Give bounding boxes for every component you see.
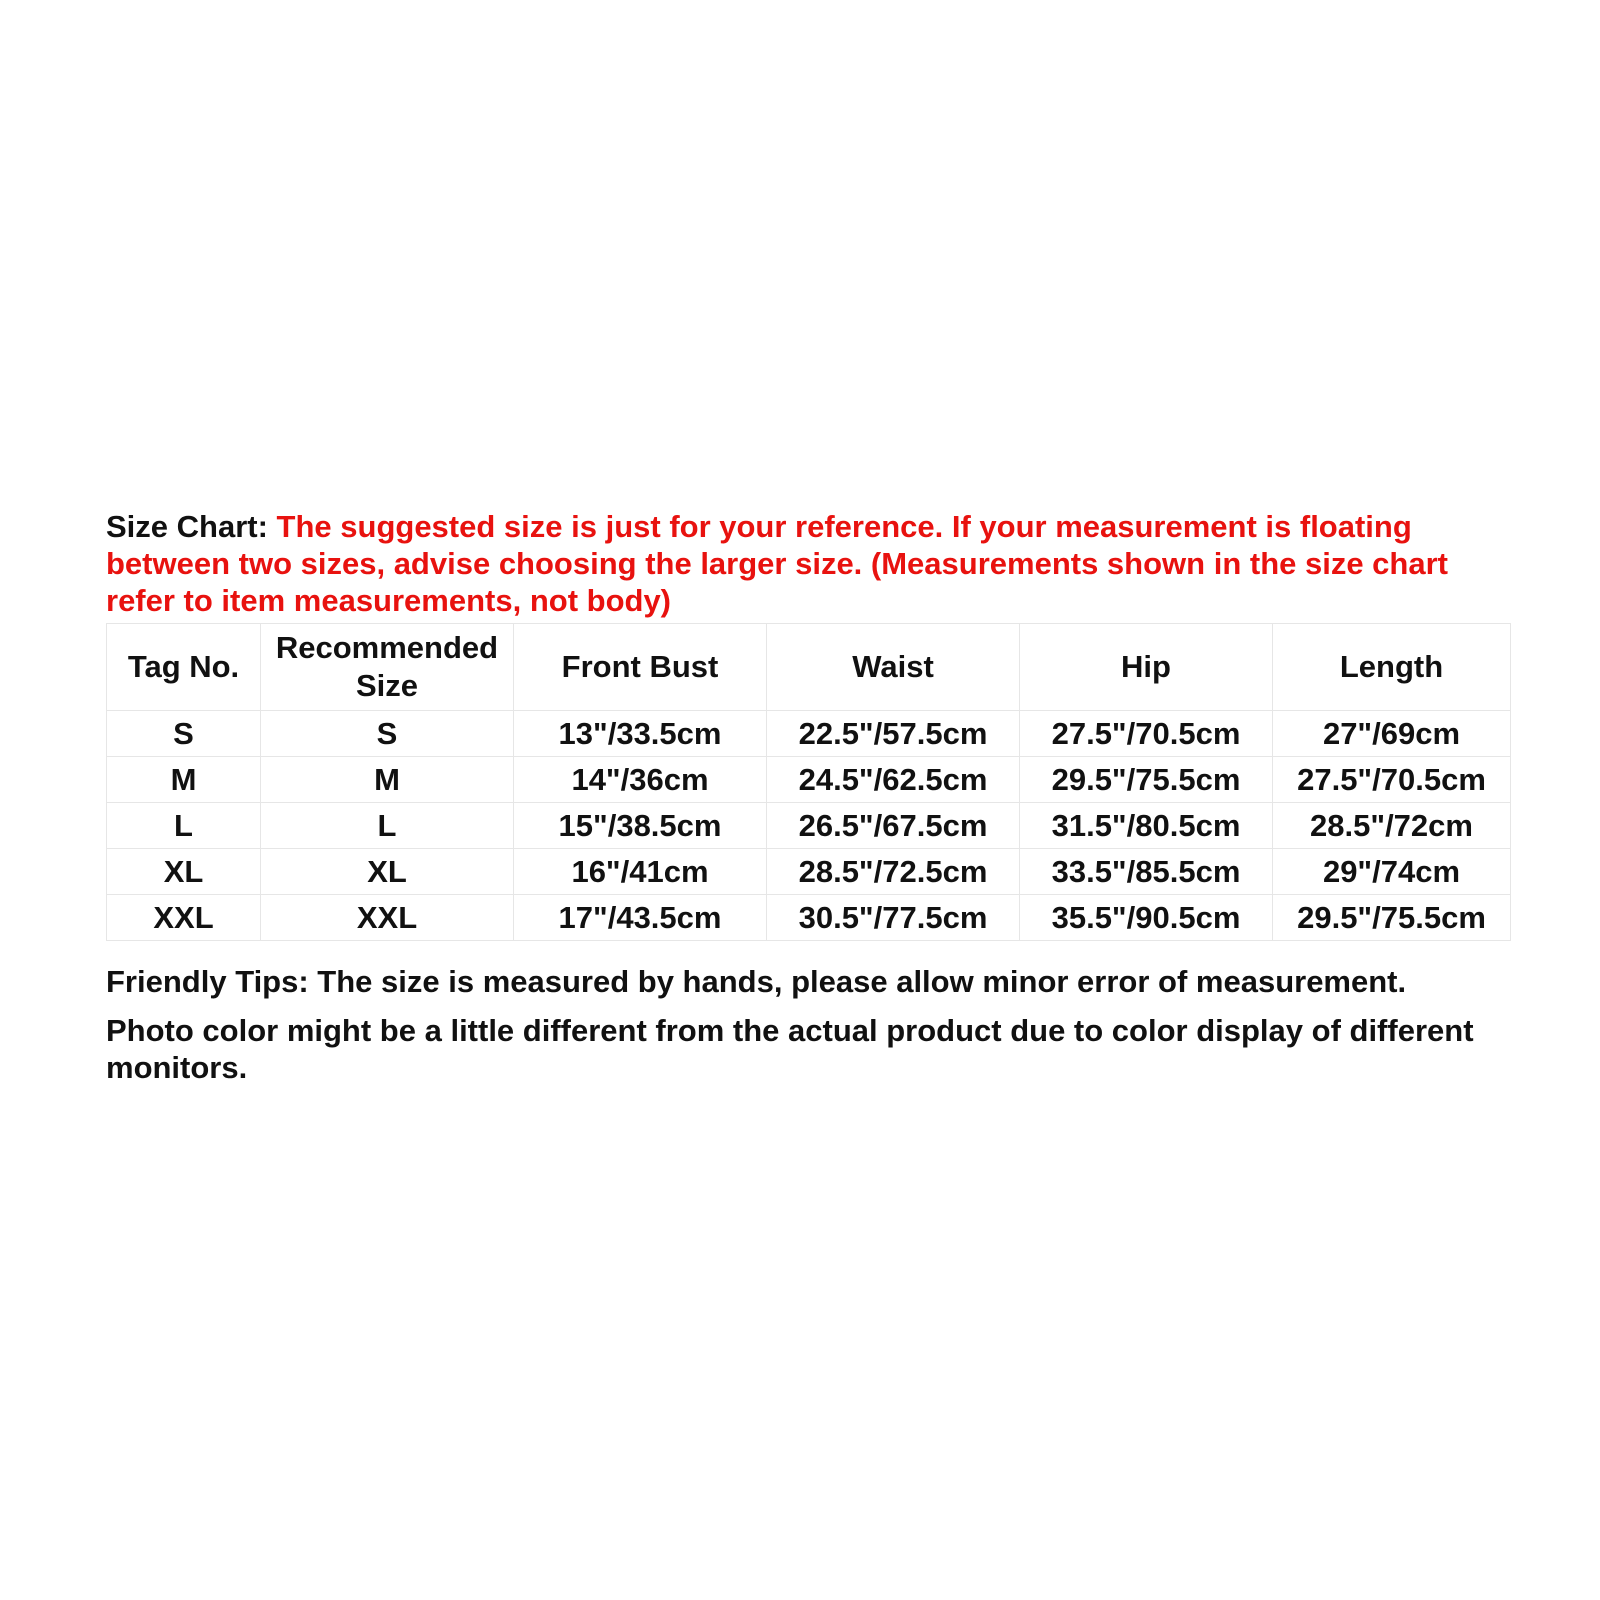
size-chart-note: The suggested size is just for your reference. If your measurement is floating between two sizes, advise choosing the larger size. (Measurements shown in the size chart refer to item measurements, not body): [106, 509, 1448, 618]
header-tag-no: Tag No.: [107, 624, 261, 711]
cell-hip: 29.5"/75.5cm: [1020, 757, 1273, 803]
cell-waist: 30.5"/77.5cm: [767, 895, 1020, 941]
cell-recommended-size: XXL: [261, 895, 514, 941]
size-chart-intro: [106, 508, 1510, 619]
cell-length: 29"/74cm: [1273, 849, 1511, 895]
cell-waist: 28.5"/72.5cm: [767, 849, 1020, 895]
cell-recommended-size: L: [261, 803, 514, 849]
cell-length: 27"/69cm: [1273, 711, 1511, 757]
cell-waist: 26.5"/67.5cm: [767, 803, 1020, 849]
cell-front-bust: 16"/41cm: [514, 849, 767, 895]
cell-length: 28.5"/72cm: [1273, 803, 1511, 849]
header-front-bust: Front Bust: [514, 624, 767, 711]
cell-tag-no: L: [107, 803, 261, 849]
cell-front-bust: 15"/38.5cm: [514, 803, 767, 849]
table-header-row: [107, 624, 1511, 711]
table-row: [107, 803, 1511, 849]
cell-front-bust: 14"/36cm: [514, 757, 767, 803]
cell-tag-no: XXL: [107, 895, 261, 941]
tips-line-measurement: Friendly Tips: The size is measured by hands, please allow minor error of measurement.: [106, 964, 1407, 999]
size-chart-label: Size Chart:: [106, 509, 268, 544]
tips-line-color: Photo color might be a little different from the actual product due to color display of different monitors.: [106, 1013, 1474, 1085]
header-length: Length: [1273, 624, 1511, 711]
cell-waist: 22.5"/57.5cm: [767, 711, 1020, 757]
cell-waist: 24.5"/62.5cm: [767, 757, 1020, 803]
cell-recommended-size: XL: [261, 849, 514, 895]
table-row: [107, 711, 1511, 757]
cell-length: 29.5"/75.5cm: [1273, 895, 1511, 941]
cell-hip: 33.5"/85.5cm: [1020, 849, 1273, 895]
header-recommended-size: Recommended Size: [261, 624, 514, 711]
cell-hip: 31.5"/80.5cm: [1020, 803, 1273, 849]
cell-hip: 27.5"/70.5cm: [1020, 711, 1273, 757]
cell-front-bust: 17"/43.5cm: [514, 895, 767, 941]
header-hip: Hip: [1020, 624, 1273, 711]
size-table: [106, 623, 1511, 941]
cell-front-bust: 13"/33.5cm: [514, 711, 767, 757]
cell-recommended-size: S: [261, 711, 514, 757]
cell-hip: 35.5"/90.5cm: [1020, 895, 1273, 941]
cell-tag-no: M: [107, 757, 261, 803]
table-row: [107, 757, 1511, 803]
friendly-tips: [106, 963, 1510, 1086]
cell-length: 27.5"/70.5cm: [1273, 757, 1511, 803]
cell-tag-no: XL: [107, 849, 261, 895]
size-chart-document: [106, 508, 1510, 1098]
header-waist: Waist: [767, 624, 1020, 711]
cell-recommended-size: M: [261, 757, 514, 803]
cell-tag-no: S: [107, 711, 261, 757]
table-row: [107, 895, 1511, 941]
table-row: [107, 849, 1511, 895]
